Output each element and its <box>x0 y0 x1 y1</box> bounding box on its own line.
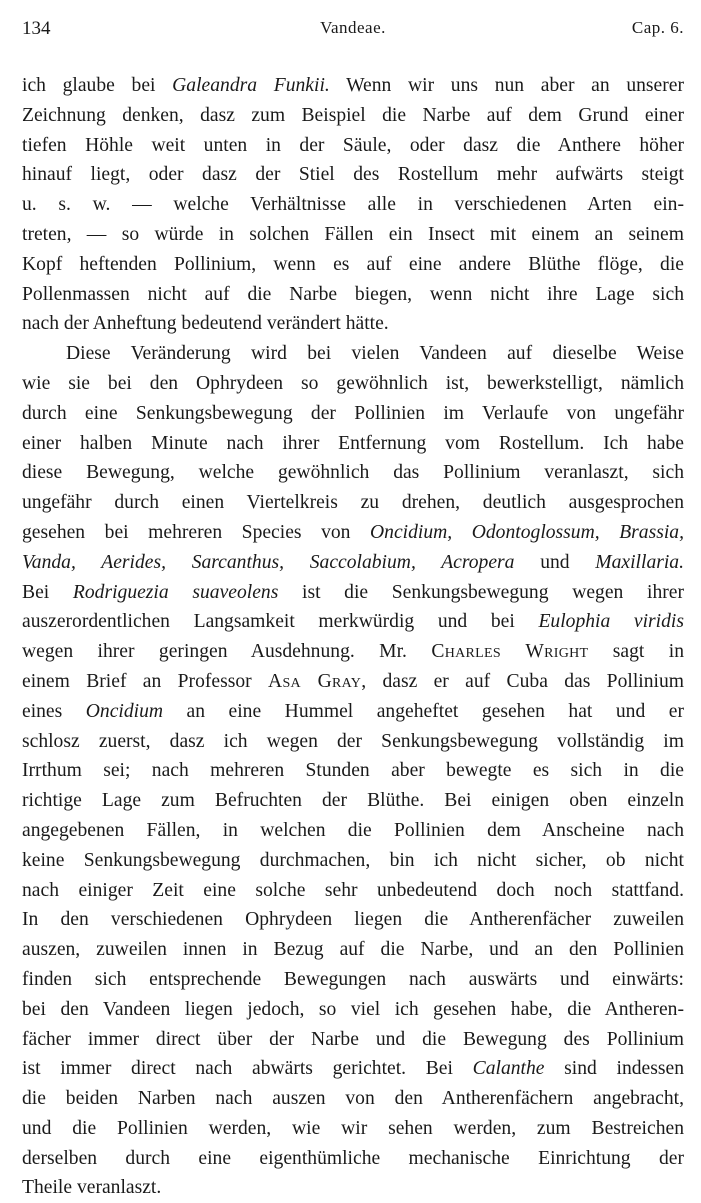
text-line <box>22 399 684 429</box>
text-line <box>22 786 684 816</box>
italic-text: Calanthe <box>472 1058 545 1080</box>
text-segment: diese Bewegung, welche gewöhnlich das Pollinium veranlaszt, sich <box>22 462 684 484</box>
text-segment: an eine Hummel angeheftet gesehen hat und er <box>163 700 684 722</box>
text-segment: Bei <box>22 581 73 603</box>
text-segment: ist die Senkungsbewegung wegen ihrer <box>278 581 684 603</box>
text-segment: tiefen Höhle weit unten in der Säule, oder dasz die Anthere höher <box>22 134 684 156</box>
text-line <box>22 280 684 310</box>
italic-text: Eulophia viridis <box>538 611 684 633</box>
chapter-label: Cap. 6. <box>631 18 684 37</box>
text-segment: einem Brief an Professor <box>22 670 268 692</box>
text-segment: Kopf heftenden Pollinium, wenn es auf eine andere Blüthe flöge, die <box>22 253 684 275</box>
text-segment: ich glaube bei <box>22 75 173 96</box>
text-line <box>22 1084 684 1114</box>
text-line <box>22 250 684 280</box>
text-segment: und <box>514 551 596 573</box>
text-line <box>22 339 684 369</box>
text-segment: Theile veranlaszt. <box>22 1177 162 1199</box>
name-text: Charles Wright <box>431 641 589 663</box>
text-line <box>22 905 684 935</box>
text-line <box>22 309 684 339</box>
page-header <box>22 18 684 46</box>
body-text <box>22 71 684 1203</box>
text-segment: keine Senkungsbewegung durchmachen, bin ich nicht sicher, ob nicht <box>22 849 684 871</box>
text-line <box>22 995 684 1025</box>
text-line <box>22 607 684 637</box>
text-segment: Diese Veränderung wird bei vielen Vandeen auf dieselbe Weise <box>66 343 684 365</box>
text-segment: , dasz er auf Cuba das Pollinium <box>361 670 684 692</box>
text-segment: angegebenen Fällen, in welchen die Pollinien dem Anscheine nach <box>22 819 684 841</box>
text-line <box>22 1025 684 1055</box>
text-line <box>22 697 684 727</box>
text-segment: und die Pollinien werden, wie wir sehen werden, zum Bestreichen <box>22 1117 684 1139</box>
name-text: Asa Gray <box>268 670 362 692</box>
text-line <box>22 578 684 608</box>
text-line <box>22 727 684 757</box>
text-segment: u. s. w. — welche Verhältnisse alle in verschiedenen Arten ein- <box>22 194 684 216</box>
text-line <box>22 488 684 518</box>
text-line <box>22 846 684 876</box>
text-segment: Pollenmassen nicht auf die Narbe biegen, wenn nicht ihre Lage sich <box>22 283 684 305</box>
text-line <box>22 369 684 399</box>
text-segment: ist immer direct nach abwärts gerichtet. Bei <box>22 1058 473 1080</box>
text-segment: richtige Lage zum Befruchten der Blüthe. Bei einigen oben einzeln <box>22 790 684 812</box>
text-line <box>22 71 684 101</box>
text-line <box>22 458 684 488</box>
text-line <box>22 101 684 131</box>
text-segment: eines <box>22 700 86 722</box>
text-line <box>22 1144 684 1174</box>
text-segment: nach einiger Zeit eine solche sehr unbedeutend doch noch stattfand. <box>22 879 684 901</box>
text-segment: durch eine Senkungsbewegung der Pollinien im Verlaufe von ungefähr <box>22 402 684 424</box>
text-line <box>22 190 684 220</box>
text-line <box>22 1173 684 1203</box>
italic-text: Galeandra Funkii. <box>172 75 330 96</box>
text-segment: nach der Anheftung bedeutend verändert hätte. <box>22 313 389 335</box>
text-segment: bei den Vandeen liegen jedoch, so viel ich gesehen habe, die Antheren- <box>22 998 684 1020</box>
text-segment: schlosz zuerst, dasz ich wegen der Senkungsbewegung vollständig im <box>22 730 684 752</box>
text-segment: fächer immer direct über der Narbe und die Bewegung des Pollinium <box>22 1028 684 1050</box>
text-line <box>22 816 684 846</box>
text-line <box>22 548 684 578</box>
italic-text: Maxillaria. <box>595 551 684 573</box>
italic-text: Vanda, Aerides, Sarcanthus, Saccolabium, Acropera <box>22 551 515 573</box>
text-line <box>22 1114 684 1144</box>
text-segment: ungefähr durch einen Viertelkreis zu drehen, deutlich ausgesprochen <box>22 492 684 514</box>
text-line <box>22 518 684 548</box>
text-line <box>22 876 684 906</box>
text-line <box>22 1054 684 1084</box>
text-segment: einer halben Minute nach ihrer Entfernung vom Rostellum. Ich habe <box>22 432 684 454</box>
text-segment: die beiden Narben nach auszen von den Antherenfächern angebracht, <box>22 1088 684 1110</box>
text-line <box>22 935 684 965</box>
text-line <box>22 429 684 459</box>
text-line <box>22 220 684 250</box>
text-segment: derselben durch eine eigenthümliche mechanische Einrichtung der <box>22 1147 684 1169</box>
running-title: Vandeae. <box>320 18 386 37</box>
text-segment: Wenn wir uns nun aber an unserer <box>329 75 684 96</box>
text-segment: auszerordentlichen Langsamkeit merkwürdig und bei <box>22 611 539 633</box>
text-segment: sagt in <box>588 641 684 663</box>
page-number: 134 <box>22 18 51 39</box>
text-segment: sind indessen <box>544 1058 684 1080</box>
text-segment: auszen, zuweilen innen in Bezug auf die Narbe, und an den Pollinien <box>22 939 684 961</box>
italic-text: Oncidium <box>85 700 164 722</box>
text-segment: Irrthum sei; nach mehreren Stunden aber bewegte es sich in die <box>22 760 684 782</box>
text-line <box>22 160 684 190</box>
italic-text: Oncidium, Odontoglossum, Brassia, <box>370 521 684 543</box>
text-line <box>22 667 684 697</box>
text-segment: In den verschiedenen Ophrydeen liegen die Antherenfächer zuweilen <box>22 909 684 931</box>
text-segment: wegen ihrer geringen Ausdehnung. Mr. <box>22 641 432 663</box>
book-page <box>22 18 684 1199</box>
text-segment: finden sich entsprechende Bewegungen nach auswärts und einwärts: <box>22 968 684 990</box>
text-segment: Zeichnung denken, dasz zum Beispiel die Narbe auf dem Grund einer <box>22 104 684 126</box>
text-line <box>22 756 684 786</box>
text-segment: treten, — so würde in solchen Fällen ein Insect mit einem an seinem <box>22 223 684 245</box>
text-line <box>22 131 684 161</box>
text-segment: hinauf liegt, oder dasz der Stiel des Rostellum mehr aufwärts steigt <box>22 164 684 186</box>
text-segment: wie sie bei den Ophrydeen so gewöhnlich ist, bewerkstelligt, nämlich <box>22 372 684 394</box>
text-segment: gesehen bei mehreren Species von <box>22 521 371 543</box>
italic-text: Rodriguezia suaveolens <box>72 581 279 603</box>
text-line <box>22 965 684 995</box>
text-line <box>22 637 684 667</box>
